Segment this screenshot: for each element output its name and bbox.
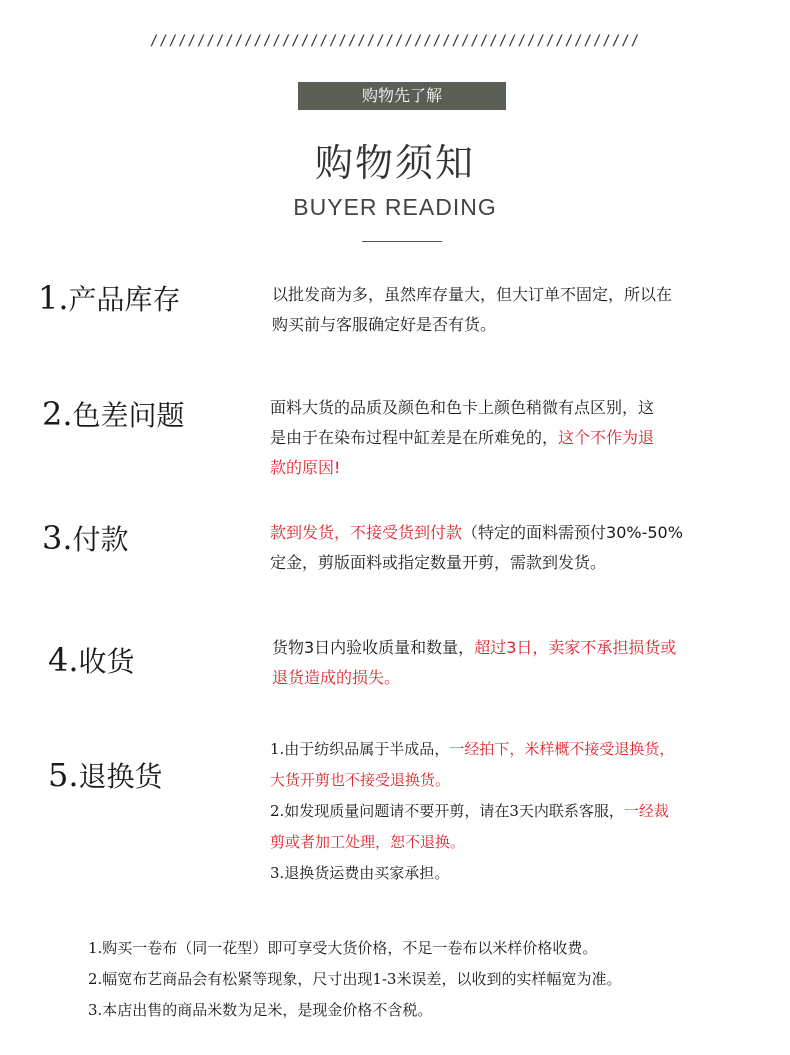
highlight-text: 剪或者加工处理，恕不退换。: [270, 833, 466, 851]
section-title-color-difference: [42, 394, 185, 434]
section-body-stock: [272, 280, 672, 340]
highlight-text: 退货造成的损失。: [272, 668, 401, 687]
body-text: （特定的面料需预付30%-50%: [462, 523, 683, 542]
body-text: 2.如发现质量问题请不要开剪，请在3天内联系客服，: [270, 802, 624, 820]
body-text: 是由于在染布过程中缸差是在所难免的，: [270, 428, 559, 447]
decorative-slash-divider: ////////////////////////////////////////////////////: [149, 33, 641, 49]
body-line: [270, 453, 654, 483]
note-line: 2.幅宽布艺商品会有松紧等现象，尺寸出现1-3米误差，以收到的实样幅宽为准。: [88, 970, 622, 988]
section-heading: 色差问题: [72, 399, 185, 432]
section-title-stock: [38, 278, 181, 318]
section-tag: 购物先了解: [298, 82, 506, 110]
section-heading: 收货: [78, 645, 135, 678]
section-number: 2.: [42, 395, 73, 433]
section-body-receiving: [272, 633, 676, 693]
footer-notes: [88, 933, 621, 1026]
body-line: [272, 633, 676, 663]
body-line: [272, 663, 676, 693]
body-line: [270, 765, 674, 796]
body-line: [272, 280, 672, 310]
highlight-text: 款的原因!: [270, 458, 341, 477]
body-line: [270, 518, 683, 548]
page-title: 购物须知: [314, 141, 475, 185]
title-underline: [362, 241, 442, 242]
note-line: 3.本店出售的商品米数为足米，是现金价格不含税。: [88, 1001, 433, 1019]
section-body-payment: [270, 518, 683, 578]
section-body-returns: [270, 734, 674, 889]
highlight-text: 一经拍下，米样概不接受退换货，: [449, 740, 675, 758]
section-number: 1.: [38, 279, 69, 317]
highlight-text: 款到发货，不接受货到付款: [270, 523, 463, 542]
body-line: [270, 827, 674, 858]
section-number: 5.: [48, 756, 79, 794]
body-text: 面料大货的品质及颜色和色卡上颜色稍微有点区别，这: [270, 398, 655, 417]
body-line: [270, 796, 674, 827]
body-text: 3.退换货运费由买家承担。: [270, 864, 450, 882]
section-heading: 付款: [72, 523, 129, 556]
section-body-color-difference: [270, 393, 654, 483]
body-text: 购买前与客服确定好是否有货。: [272, 315, 497, 334]
body-text: 货物3日内验收质量和数量，: [272, 638, 475, 657]
body-line: [270, 393, 654, 423]
body-line: [270, 858, 674, 889]
highlight-text: 这个不作为退: [558, 428, 655, 447]
body-line: [270, 734, 674, 765]
highlight-text: 大货开剪也不接受退换货。: [270, 771, 451, 789]
body-line: [272, 310, 672, 340]
body-line: [270, 548, 683, 578]
body-text: 以批发商为多，虽然库存量大，但大订单不固定，所以在: [272, 285, 673, 304]
section-title-returns: [48, 755, 163, 795]
section-number: 4.: [48, 641, 79, 679]
body-text: 1.由于纺织品属于半成品，: [270, 740, 450, 758]
page-subtitle: BUYER READING: [293, 194, 497, 220]
body-text: 定金，剪版面料或指定数量开剪，需款到发货。: [270, 553, 607, 572]
section-heading: 产品库存: [68, 283, 181, 316]
highlight-text: 超过3日，卖家不承担损货或: [474, 638, 677, 657]
section-number: 3.: [42, 519, 73, 557]
note-line: 1.购买一卷布（同一花型）即可享受大货价格，不足一卷布以米样价格收费。: [88, 939, 598, 957]
section-heading: 退换货: [78, 760, 163, 793]
section-title-payment: [42, 518, 129, 558]
body-line: [270, 423, 654, 453]
highlight-text: 一经裁: [623, 802, 669, 820]
section-title-receiving: [48, 640, 135, 680]
